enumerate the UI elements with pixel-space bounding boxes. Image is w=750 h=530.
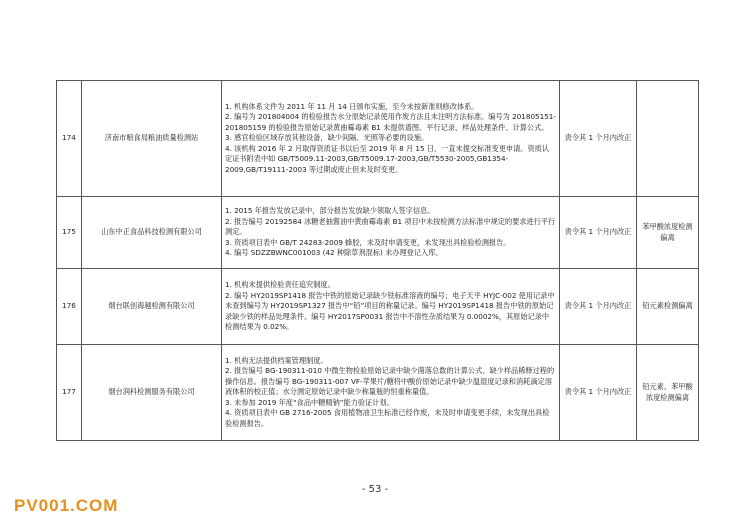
row-number: 177 [57,345,82,441]
table-row [57,197,699,269]
inspection-results-table-container [56,80,691,441]
issue-item: 4. 编号 SDZZBWNC001003 (42 种除草剂混标) 未办理登记入库。 [225,248,443,258]
issue-item: 3. 感官检验区域存放其他设备，缺少间隔、光照等必要的设施。 [225,133,429,143]
issue-item: 1. 机构未提供检验责任追究制度。 [225,280,335,290]
issue-item: 1. 2015 年报告发放记录中，部分报告发放缺少领取人签字信息。 [225,206,435,216]
issues-cell [222,345,560,441]
issue-item: 2. 报告编号 20192584 冰糖老抽酱油中黄曲霉毒素 B1 项目中未按检测方法标准中规定的要求进行平行测定。 [225,216,556,237]
issue-item: 3. 资质项目表中 GB/T 24283-2009 蜂胶，未及时申请变更，未发现出具检验检测报告。 [225,237,511,247]
deviation-note: 苯甲酸浓度检测偏离 [637,197,699,269]
issue-item: 4. 资质项目表中 GB 2716-2005 食用植物油卫生标准已经作废，未及时申请变更手续，未发现出具检验检测报告。 [225,408,550,428]
organization-name: 济南市粮食局粮油质量检测站 [82,81,222,197]
issue-item: 2. 报告编号 BG-190311-010 中微生物检验原始记录中缺少菌落总数的计算公式、缺少样品稀释过程的操作信息。报告编号 BG-190311-007 VF-苹果片/糖将中酸价原始记录中缺少温湿度记录和消耗滴定溶液体积的校正值；水分测定原始记录中缺少称量瓶的恒重称量值。 [225,366,555,397]
organization-name: 山东中正食品科技检测有限公司 [82,197,222,269]
watermark-logo: PV001.COM [14,496,119,515]
page-number: - 53 - [361,484,389,495]
table-row [57,345,699,441]
row-number: 176 [57,269,82,345]
issue-item: 4. 该机构 2016 年 2 月取得资质证书以后至 2019 年 8 月 15 日，一直未提交标准变更申请。资质认定证书附表中如 GB/T5009.11-2003,GB/T5009.17-2003,GB/T5530-2005,GB1354-2009,GB/T19111-2003 等过期或废止但未及时变更。 [225,143,550,174]
row-number: 174 [57,81,82,197]
required-action: 责令其 1 个月内改正 [560,81,637,197]
required-action: 责令其 1 个月内改正 [560,269,637,345]
organization-name: 烟台联创海越检测有限公司 [82,269,222,345]
table-row [57,269,699,345]
issues-cell [222,269,560,345]
required-action: 责令其 1 个月内改正 [560,345,637,441]
deviation-note: 铅元素、苯甲酸浓度检测偏离 [637,345,699,441]
inspection-results-table [56,80,699,441]
required-action: 责令其 1 个月内改正 [560,197,637,269]
row-number: 175 [57,197,82,269]
organization-name: 烟台润科检测服务有限公司 [82,345,222,441]
issue-item: 2. 编号 HY2019SP1418 报告中铁的原始记录缺少铁标准溶液的编号；电子天平 HYJC-002 使用记录中未查到编号为 HY2019SP1327 报告中“铅”项目的称量记录。编号 HY2019SP1418 报告中铁的原始记录缺少铁的样品处理条件。编号 HY2017SP0031 报告中不溶性杂质结果为 0.0002%，其原始记录中检测结果为 0.02%。 [225,290,555,332]
issues-cell [222,81,560,197]
issue-item: 3. 未参加 2019 年度“食品中糖精钠”能力验证计划。 [225,397,394,407]
issue-item: 1. 机构体系文件为 2011 年 11 月 14 日颁布实施，至今未按新准则修改体系。 [225,101,479,111]
issues-cell [222,197,560,269]
deviation-note: 铅元素检测偏离 [637,269,699,345]
table-body [57,81,699,441]
issue-item: 1. 机构无法提供档案管理制度。 [225,355,328,365]
issue-item: 2. 编号为 201804004 的检验报告水分原始记录使用作废方法且未注明方法标准。编号为 201805151-201805159 的检验报告原始记录黄曲霉毒素 B1 未提供谱图、平行记录、样品处理条件、计算公式。 [225,112,556,132]
deviation-note [637,81,699,197]
table-row [57,81,699,197]
